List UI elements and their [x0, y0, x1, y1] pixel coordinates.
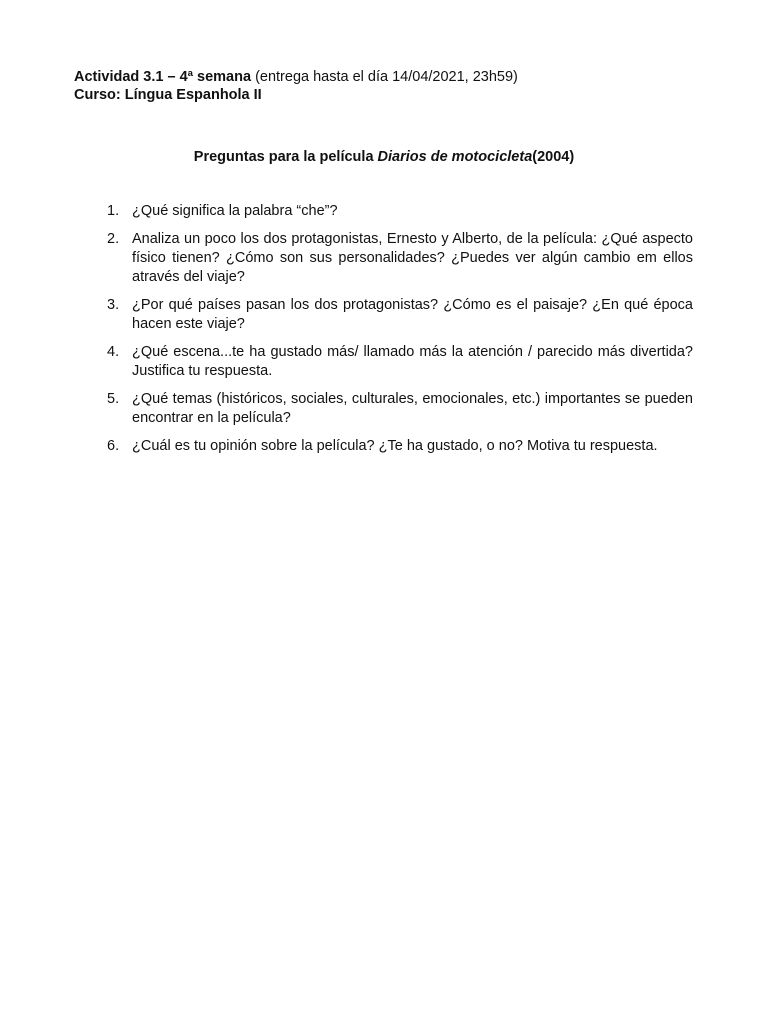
film-year: (2004)	[532, 149, 575, 165]
question-text: ¿Cuál es tu opinión sobre la película? ¿Te ha gustado, o no? Motiva tu respuesta.	[132, 438, 658, 454]
question-text: ¿Qué escena...te ha gustado más/ llamado más la atención / parecido más divertida? Justifica tu respuesta.	[132, 344, 693, 379]
title-prefix: Preguntas para la película	[193, 149, 378, 165]
question-number: 2.	[107, 231, 120, 247]
question-item	[100, 343, 693, 381]
question-text: ¿Qué temas (históricos, sociales, culturales, emocionales, etc.) importantes se pueden encontrar en la película?	[132, 391, 693, 426]
question-item	[100, 202, 693, 221]
question-number: 3.	[107, 297, 120, 313]
question-text: ¿Qué significa la palabra “che”?	[132, 203, 338, 219]
question-number: 1.	[107, 203, 120, 219]
course-line: Curso: Língua Espanhola II	[74, 87, 262, 103]
document-title	[0, 148, 768, 166]
question-text: Analiza un poco los dos protagonistas, Ernesto y Alberto, de la película: ¿Qué aspecto físico tienen? ¿Cómo son sus personalidades? ¿Puedes ver algún cambio em ellos através del viaje?	[132, 231, 693, 285]
document-header	[74, 68, 518, 104]
question-item	[100, 230, 693, 287]
activity-line	[74, 68, 518, 86]
question-list	[100, 202, 693, 465]
question-item	[100, 437, 693, 456]
question-item	[100, 296, 693, 334]
question-text: ¿Por qué países pasan los dos protagonistas? ¿Cómo es el paisaje? ¿En qué época hacen este viaje?	[132, 297, 693, 332]
activity-deadline: (entrega hasta el día 14/04/2021, 23h59)	[251, 69, 518, 85]
film-title: Diarios de motocicleta	[377, 149, 533, 165]
activity-label: Actividad 3.1 – 4ª semana	[74, 69, 252, 85]
question-number: 6.	[107, 438, 120, 454]
question-number: 5.	[107, 391, 120, 407]
question-item	[100, 390, 693, 428]
question-number: 4.	[107, 344, 120, 360]
